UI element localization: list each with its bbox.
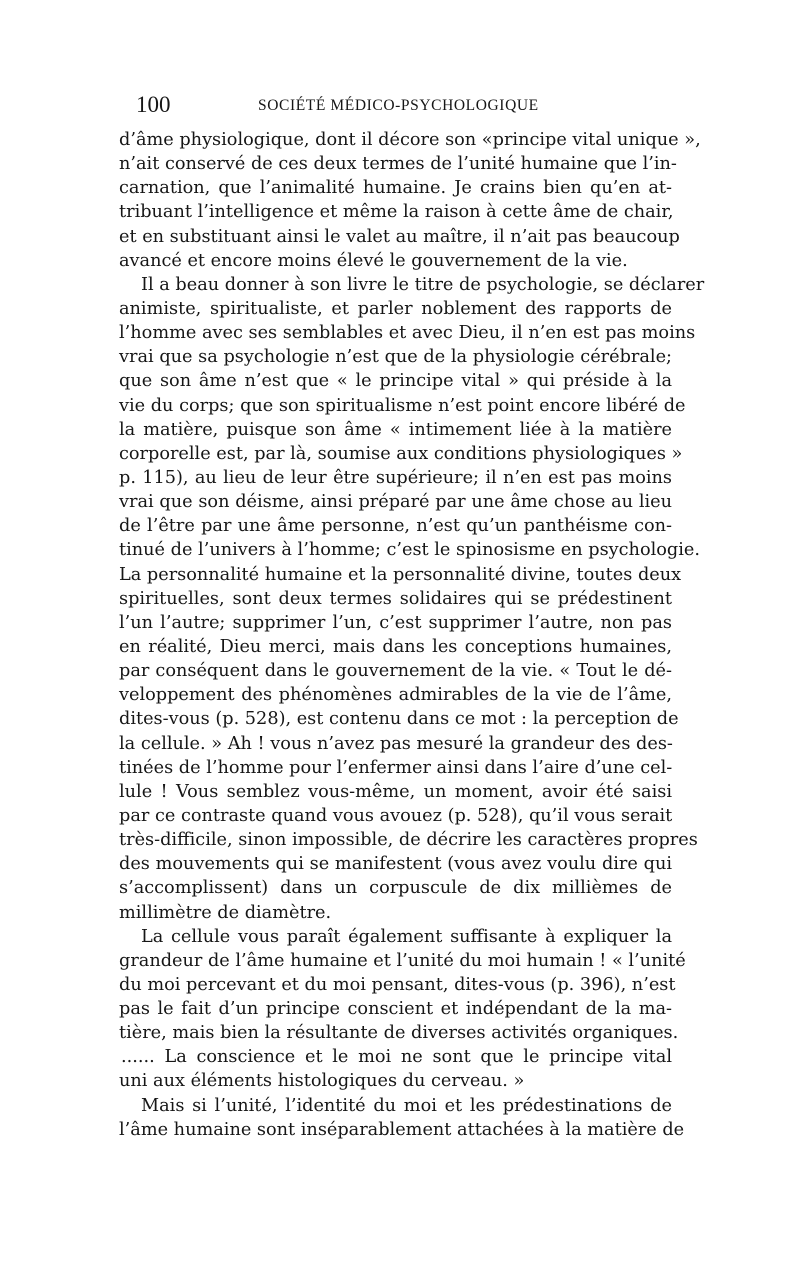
text-line: veloppement des phénomènes admirables de la vie de l’âme, [119,685,672,706]
text-line: La cellule vous paraît également suffisante à expliquer la [141,926,672,947]
text-line: l’âme humaine sont inséparablement attachées à la matière de [119,1119,685,1140]
text-line: tinué de l’univers à l’homme; c’est le spinosisme en psychologie. [119,540,700,561]
text-line: uni aux éléments histologiques du cerveau. » [119,1071,525,1092]
paragraph [119,1094,685,1142]
text-line: Il a beau donner à son livre le titre de psychologie, se déclarer [141,274,705,295]
text-line: du moi percevant et du moi pensant, dites-vous (p. 396), n’est [119,974,676,995]
text-line: d’âme physiologique, dont il décore son «principe vital unique », [119,130,701,150]
page-number: 100 [136,92,171,117]
text-line: tribuant l’intelligence et même la raison à cette âme de chair, [119,202,674,223]
text-line: carnation, que l’animalité humaine. Je crains bien qu’en at- [119,178,672,199]
text-line: et en substituant ainsi le valet au maître, il n’ait pas beaucoup [119,226,680,247]
text-line: spirituelles, sont deux termes solidaires qui se prédestinent [119,588,672,609]
text-line: p. 115), au lieu de leur être supérieure; il n’en est pas moins [119,467,672,488]
paragraph [119,273,705,925]
text-line: vrai que son déisme, ainsi préparé par une âme chose au lieu [119,492,672,513]
text-line: La personnalité humaine et la personnalité divine, toutes deux [119,564,682,585]
text-line: tinées de l’homme pour l’enfermer ainsi dans l’aire d’une cel- [119,757,673,778]
text-line: s’accomplissent) dans un corpuscule de dix millièmes de [119,878,672,899]
paragraph [119,925,686,1094]
text-line: très-difficile, sinon impossible, de décrire les caractères propres [119,830,698,851]
paragraph [119,128,701,273]
text-line: vrai que sa psychologie n’est que de la physiologie cérébrale; [119,347,672,368]
text-line: par ce contraste quand vous avouez (p. 528), qu’il vous serait [119,805,673,826]
text-line: l’homme avec ses semblables et avec Dieu, il n’en est pas moins [119,323,696,344]
text-line: des mouvements qui se manifestent (vous avez voulu dire qui [119,854,672,875]
text-line: Mais si l’unité, l’identité du moi et les prédestinations de [141,1095,672,1116]
text-line: la matière, puisque son âme « intimement liée à la matière [119,419,672,440]
text-line: grandeur de l’âme humaine et l’unité du moi humain ! « l’unité [119,950,686,971]
body-text [119,128,705,1142]
text-line: en réalité, Dieu merci, mais dans les conceptions humaines, [119,636,672,657]
text-line: animiste, spiritualiste, et parler noblement des rapports de [119,298,672,319]
text-line: tière, mais bien la résultante de diverses activités organiques. [119,1023,679,1044]
text-line: millimètre de diamètre. [119,902,332,923]
text-line: corporelle est, par là, soumise aux conditions physiologiques » [119,443,683,464]
text-line: par conséquent dans le gouvernement de la vie. « Tout le dé- [119,661,672,682]
text-line: la cellule. » Ah ! vous n’avez pas mesuré la grandeur des des- [119,733,673,754]
text-line: pas le fait d’un principe conscient et indépendant de la ma- [119,999,672,1020]
text-line: lule ! Vous semblez vous-même, un moment, avoir été saisi [119,781,672,802]
text-line: avancé et encore moins élevé le gouvernement de la vie. [119,250,628,271]
text-line: dites-vous (p. 528), est contenu dans ce mot : la perception de [119,709,679,730]
text-line: vie du corps; que son spiritualisme n’est point encore libéré de [119,395,686,416]
page-header [0,92,800,118]
text-line: de l’être par une âme personne, n’est qu’un panthéisme con- [119,516,672,537]
text-line: n’ait conservé de ces deux termes de l’unité humaine que l’in- [119,154,677,175]
running-head: SOCIÉTÉ MÉDICO-PSYCHOLOGIQUE [258,97,539,114]
text-line: l’un l’autre; supprimer l’un, c’est supprimer l’autre, non pas [119,612,672,633]
text-line: ...... La conscience et le moi ne sont que le principe vital [121,1047,672,1068]
text-line: que son âme n’est que « le principe vital » qui préside à la [119,371,672,392]
